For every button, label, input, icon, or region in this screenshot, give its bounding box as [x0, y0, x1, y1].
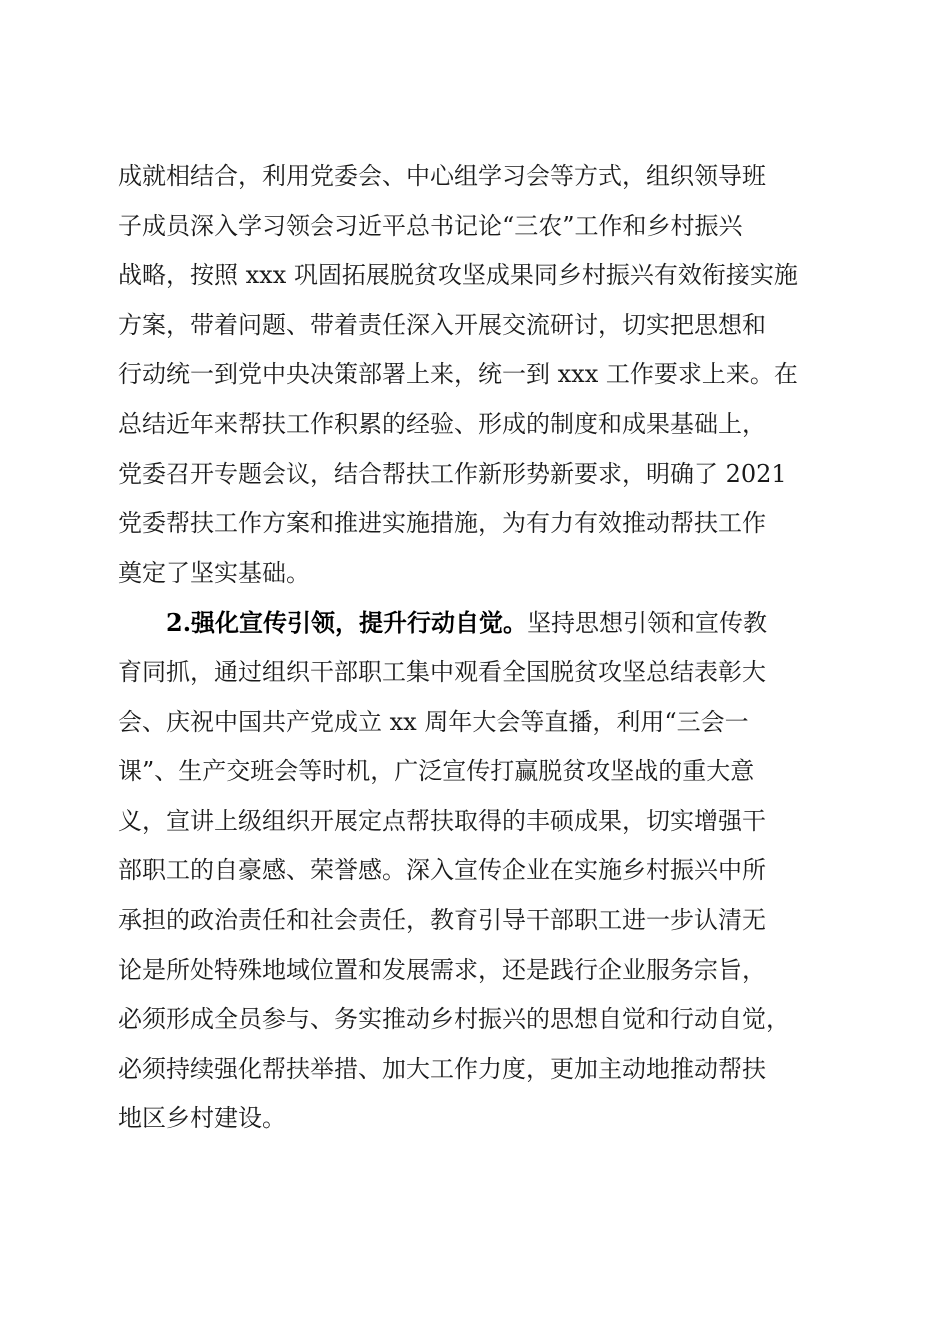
- paragraph-1-line: 总结近年来帮扶工作积累的经验、形成的制度和成果基础上，: [118, 409, 766, 438]
- paragraph-2-line: 育同抓，通过组织干部职工集中观看全国脱贫攻坚总结表彰大: [118, 657, 766, 686]
- paragraph-2-line: 地区乡村建设。: [118, 1104, 286, 1133]
- paragraph-1: [118, 152, 834, 598]
- paragraph-1-line: 行动统一到党中央决策部署上来，统一到 xxx 工作要求上来。在: [118, 360, 798, 389]
- paragraph-1-line: 战略，按照 xxx 巩固拓展脱贫攻坚成果同乡村振兴有效衔接实施: [118, 261, 798, 290]
- section-heading: 2.强化宣传引领，提升行动自觉。: [166, 608, 528, 638]
- paragraph-1-line: 党委帮扶工作方案和推进实施措施，为有力有效推动帮扶工作: [118, 509, 766, 538]
- paragraph-1-line: 奠定了坚实基础。: [118, 558, 310, 587]
- paragraph-2-line: 会、庆祝中国共产党成立 xx 周年大会等直播，利用“三会一: [118, 707, 749, 736]
- paragraph-2-line: 必须形成全员参与、务实推动乡村振兴的思想自觉和行动自觉，: [118, 1005, 790, 1034]
- paragraph-2-line: 承担的政治责任和社会责任，教育引导干部职工进一步认清无: [118, 905, 766, 934]
- paragraph-2-first-line: [118, 598, 834, 648]
- paragraph-2: [118, 598, 834, 1144]
- paragraph-1-line: 方案，带着问题、带着责任深入开展交流研讨，切实把思想和: [118, 310, 766, 339]
- paragraph-1-line: 党委召开专题会议，结合帮扶工作新形势新要求，明确了 2021: [118, 459, 787, 488]
- paragraph-1-line: 成就相结合，利用党委会、中心组学习会等方式，组织领导班: [118, 162, 766, 190]
- document-body: [118, 152, 834, 1144]
- paragraph-2-line: 部职工的自豪感、荣誉感。深入宣传企业在实施乡村振兴中所: [118, 856, 766, 885]
- paragraph-2-line: 课”、生产交班会等时机，广泛宣传打赢脱贫攻坚战的重大意: [118, 757, 755, 786]
- paragraph-1-line: 子成员深入学习领会习近平总书记论“三农”工作和乡村振兴: [118, 211, 743, 240]
- paragraph-2-first-line-text: 坚持思想引领和宣传教: [527, 609, 768, 638]
- paragraph-2-line: 论是所处特殊地域位置和发展需求，还是践行企业服务宗旨，: [118, 955, 766, 984]
- paragraph-2-line: 义，宣讲上级组织开展定点帮扶取得的丰硕成果，切实增强干: [118, 806, 766, 835]
- paragraph-2-line: 必须持续强化帮扶举措、加大工作力度，更加主动地推动帮扶: [118, 1054, 766, 1083]
